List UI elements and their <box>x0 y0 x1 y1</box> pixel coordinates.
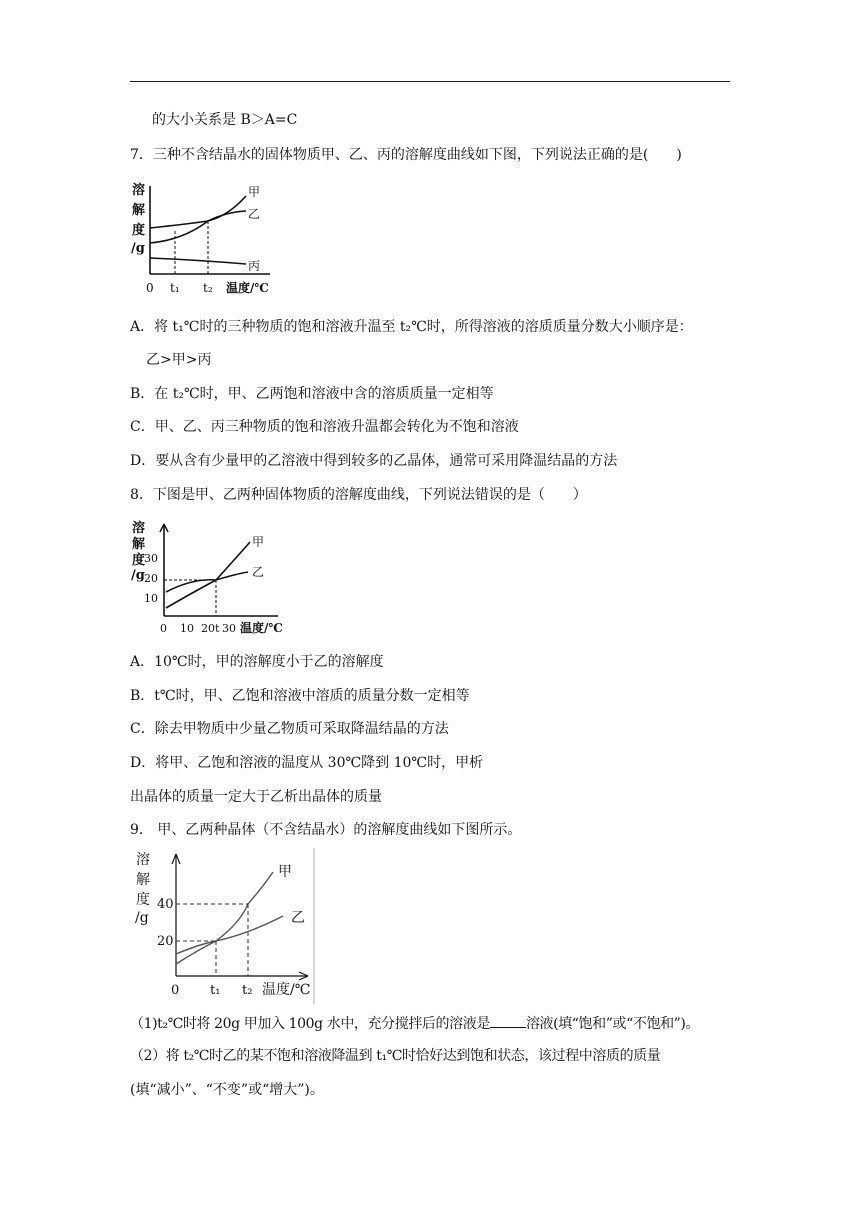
q9-curve-yi <box>176 916 283 954</box>
q7-option-a-line1: A．将 t₁℃时的三种物质的饱和溶液升温至 t₂℃时，所得溶液的溶质质量分数大小顺序是： <box>130 319 693 335</box>
q9-ytick-40: 40 <box>157 897 174 912</box>
q9-xtick-t2: t₂ <box>242 983 253 998</box>
q8-ytick-30: 30 <box>144 552 158 565</box>
q7-stem: 7．三种不含结晶水的固体物质甲、乙、丙的溶解度曲线如下图，下列说法正确的是( ) <box>130 147 682 163</box>
q8-xtick-0: 0 <box>160 622 167 635</box>
q9-ylabel-1: 溶 <box>136 852 150 868</box>
q7-tick-t1: t₁ <box>170 281 180 295</box>
q7-series-label-jia: 甲 <box>248 185 261 199</box>
q8-ylabel-3: 度 <box>132 553 146 568</box>
q7-curve-bing <box>150 258 246 264</box>
q8-option-d-line2: 出晶体的质量一定大于乙析出晶体的质量 <box>130 789 382 805</box>
previous-answer-tail: 的大小关系是 B＞A=C <box>152 112 298 128</box>
q8-ytick-20: 20 <box>144 572 158 585</box>
q8-xtick-30: 30 <box>222 622 236 635</box>
q7-series-label-yi: 乙 <box>248 207 261 221</box>
q7-option-c: C．甲、乙、丙三种物质的饱和溶液升温都会转化为不饱和溶液 <box>130 419 519 435</box>
q8-xtick-t: t <box>215 622 220 635</box>
q9-sub2-line1: （2）将 t₂℃时乙的某不饱和溶液降温到 t₁℃时恰好达到饱和状态，该过程中溶质的质量 <box>130 1048 661 1064</box>
q9-ytick-20: 20 <box>157 934 174 949</box>
q8-ytick-10: 10 <box>144 592 158 605</box>
q9-sub1-post: 溶液(填“饱和”或“不饱和”)。 <box>525 1016 700 1032</box>
q7-option-b: B．在 t₂℃时，甲、乙两饱和溶液中含的溶质质量一定相等 <box>130 386 494 402</box>
q9-ylabel-4: /g <box>135 910 149 926</box>
q8-option-d-line1: D．将甲、乙饱和溶液的温度从 30℃降到 10℃时，甲析 <box>130 755 484 771</box>
q7-tick-t2: t₂ <box>203 281 213 295</box>
q9-sub1-pre: （1)t₂℃时将 20g 甲加入 100g 水中，充分搅拌后的溶液是 <box>130 1016 490 1032</box>
q7-option-a-line2: 乙>甲>丙 <box>146 352 212 368</box>
q7-series-label-bing: 丙 <box>248 259 261 273</box>
q8-curve-yi <box>166 572 248 608</box>
q9-ylabel-3: 度 <box>136 892 150 908</box>
q8-option-b: B．t℃时，甲、乙饱和溶液中溶质的质量分数一定相等 <box>130 688 470 704</box>
q9-series-label-jia: 甲 <box>278 864 292 880</box>
q8-figure <box>128 516 293 640</box>
q7-xlabel: 温度/℃ <box>226 281 269 295</box>
q7-ylabel-1: 溶 <box>132 183 146 198</box>
q8-series-label-jia: 甲 <box>252 535 265 549</box>
q9-sub1 <box>130 1013 699 1034</box>
q8-ylabel-1: 溶 <box>132 521 146 536</box>
q9-xtick-t1: t₁ <box>210 983 221 998</box>
q7-ylabel-4: /g <box>131 241 145 256</box>
q8-ylabel-4: /g <box>131 568 145 583</box>
q9-sub2-line2: (填“减小”、“不变”或“增大”)。 <box>130 1082 324 1098</box>
q9-series-label-yi: 乙 <box>291 910 305 926</box>
q7-option-d: D．要从含有少量甲的乙溶液中得到较多的乙晶体，通常可采用降温结晶的方法 <box>130 453 618 469</box>
q7-figure <box>128 178 278 300</box>
q8-ylabel-2: 解 <box>132 537 146 552</box>
q9-xlabel: 温度/℃ <box>262 982 311 998</box>
q9-sub1-answer-blank[interactable] <box>490 1013 526 1028</box>
q9-stem: 9． 甲、乙两种晶体（不含结晶水）的溶解度曲线如下图所示。 <box>130 822 522 838</box>
q8-series-label-yi: 乙 <box>252 565 265 579</box>
q9-curve-jia <box>176 872 273 964</box>
q8-option-a: A．10℃时，甲的溶解度小于乙的溶解度 <box>130 654 384 670</box>
q9-figure <box>128 848 318 1004</box>
header-rule <box>130 81 730 82</box>
q7-ylabel-2: 解 <box>132 203 146 218</box>
q8-xlabel: 温度/℃ <box>240 621 283 635</box>
q8-option-c: C．除去甲物质中少量乙物质可采取降温结晶的方法 <box>130 721 449 737</box>
q8-stem: 8．下图是甲、乙两种固体物质的溶解度曲线，下列说法错误的是（ ） <box>130 487 587 503</box>
q8-xtick-10: 10 <box>180 622 194 635</box>
q7-ylabel-3: 度 <box>132 223 146 238</box>
q8-xtick-20: 20 <box>201 622 215 635</box>
q9-ylabel-2: 解 <box>136 872 150 888</box>
q9-origin: 0 <box>171 983 180 998</box>
q7-origin: 0 <box>146 281 154 295</box>
